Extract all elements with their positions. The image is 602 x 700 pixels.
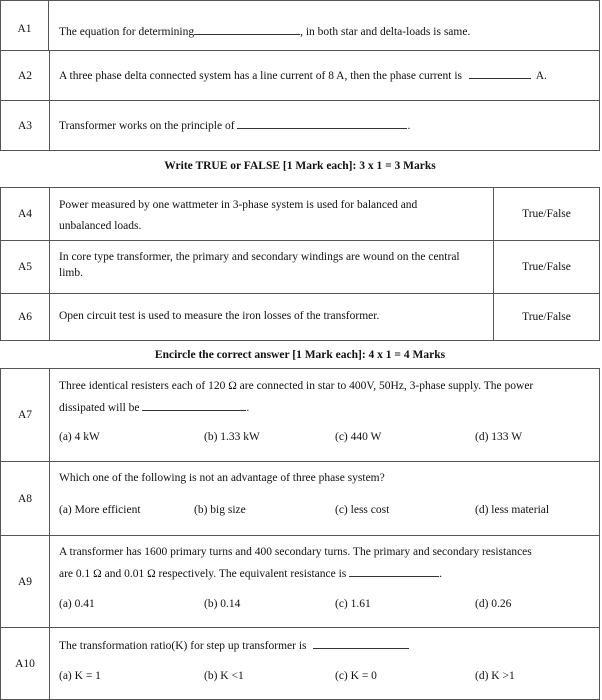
option-b[interactable]: (b) big size	[194, 504, 246, 516]
answer-blank[interactable]	[142, 400, 246, 411]
mcq-section-header: Encircle the correct answer [1 Mark each]: 4 x 1 = 4 Marks	[154, 349, 446, 361]
question-row-a7	[0, 368, 600, 462]
option-c[interactable]: (c) K = 0	[335, 670, 377, 682]
option-b[interactable]: (b) 0.14	[204, 598, 241, 610]
question-number: A2	[1, 51, 50, 100]
question-number: A4	[1, 188, 50, 240]
option-a[interactable]: (a) More efficient	[59, 504, 141, 516]
question-text: Open circuit test is used to measure the iron losses of the transformer.	[59, 310, 380, 322]
option-b[interactable]: (b) 1.33 kW	[204, 431, 260, 443]
question-text: A three phase delta connected system has a line current of 8 A, then the phase current is A.	[59, 70, 547, 82]
true-false-option[interactable]: True/False	[493, 294, 599, 340]
question-number: A9	[1, 536, 50, 627]
question-row-a4	[0, 187, 600, 241]
question-row-a1	[0, 0, 600, 51]
answer-blank[interactable]	[469, 68, 531, 79]
option-c[interactable]: (c) 1.61	[335, 598, 371, 610]
answer-blank[interactable]	[313, 638, 409, 649]
option-c[interactable]: (c) less cost	[335, 504, 390, 516]
question-number: A10	[1, 628, 50, 699]
question-number: A6	[1, 294, 50, 340]
true-false-option[interactable]: True/False	[493, 241, 599, 293]
option-b[interactable]: (b) K <1	[204, 670, 244, 682]
question-row-a2	[0, 50, 600, 101]
question-text: Three identical resisters each of 120 Ω are connected in star to 400V, 50Hz, 3-phase supply. The power dissipated will be .	[59, 380, 534, 414]
question-row-a3	[0, 100, 600, 151]
option-c[interactable]: (c) 440 W	[335, 431, 382, 443]
question-text: A transformer has 1600 primary turns and 400 secondary turns. The primary and secondary resistances are 0.1 Ω and 0.01 Ω respectively. The equivalent resistance is .	[59, 546, 532, 580]
question-number: A3	[1, 101, 50, 150]
question-text: In core type transformer, the primary and secondary windings are wound on the central limb.	[59, 251, 460, 279]
true-false-section-header: Write TRUE or FALSE [1 Mark each]: 3 x 1 = 3 Marks	[164, 160, 436, 172]
question-text: Power measured by one wattmeter in 3-phase system is used for balanced and unbalanced loads.	[59, 199, 418, 232]
answer-blank[interactable]	[194, 24, 300, 35]
answer-blank[interactable]	[237, 118, 407, 129]
option-a[interactable]: (a) 0.41	[59, 598, 95, 610]
question-number: A8	[1, 462, 50, 535]
option-a[interactable]: (a) 4 kW	[59, 431, 100, 443]
answer-blank[interactable]	[349, 566, 439, 577]
question-row-a10	[0, 627, 600, 700]
option-d[interactable]: (d) less material	[475, 504, 550, 516]
question-row-a8	[0, 461, 600, 536]
true-false-option[interactable]: True/False	[493, 188, 599, 240]
question-row-a6	[0, 293, 600, 341]
question-number: A1	[1, 1, 49, 50]
option-d[interactable]: (d) 0.26	[475, 598, 512, 610]
question-text: The equation for determining , in both star and delta-loads is same.	[59, 26, 471, 38]
question-row-a9	[0, 535, 600, 628]
question-text: Which one of the following is not an advantage of three phase system?	[59, 472, 385, 484]
question-number: A7	[1, 369, 50, 461]
option-d[interactable]: (d) K >1	[475, 670, 515, 682]
option-a[interactable]: (a) K = 1	[59, 670, 101, 682]
question-row-a5	[0, 240, 600, 294]
question-number: A5	[1, 241, 50, 293]
question-text: Transformer works on the principle of .	[59, 120, 411, 132]
question-text: The transformation ratio(K) for step up transformer is	[59, 636, 409, 657]
option-d[interactable]: (d) 133 W	[475, 431, 523, 443]
